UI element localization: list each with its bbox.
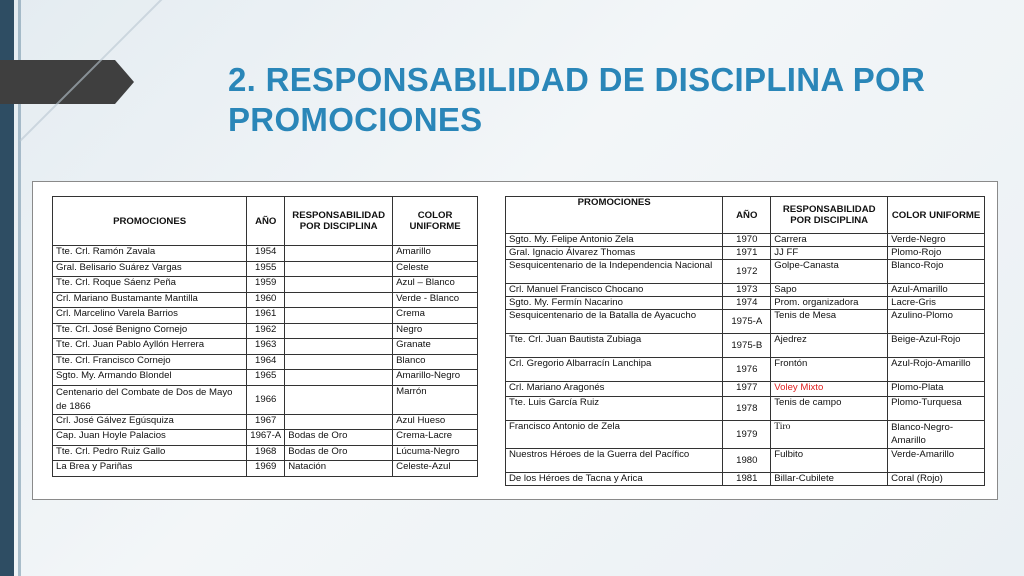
cell-color: Amarillo	[393, 246, 478, 262]
cell-color: Plomo-Turquesa	[888, 397, 985, 421]
cell-ano: 1959	[247, 277, 285, 293]
cell-color: Verde-Negro	[888, 234, 985, 247]
cell-color: Celeste	[393, 261, 478, 277]
cell-ano: 1971	[723, 247, 771, 260]
cell-promocion: Gral. Ignacio Álvarez Thomas	[506, 247, 723, 260]
header-color: COLOR UNIFORME	[888, 197, 985, 234]
cell-disciplina: Sapo	[771, 284, 888, 297]
table-row	[506, 234, 985, 247]
cell-promocion: Tte. Crl. José Benigno Cornejo	[53, 323, 247, 339]
cell-color: Marrón	[393, 385, 478, 414]
cell-disciplina: Natación	[285, 461, 393, 477]
cell-disciplina: Billar-Cubilete	[771, 473, 888, 486]
cell-color: Verde-Amarillo	[888, 449, 985, 473]
cell-promocion: Crl. Marcelino Varela Barrios	[53, 308, 247, 324]
cell-ano: 1969	[247, 461, 285, 477]
arrow-tab-shape	[0, 60, 134, 104]
cell-disciplina	[285, 261, 393, 277]
cell-disciplina	[285, 339, 393, 355]
header-promociones: PROMOCIONES	[53, 197, 247, 246]
table-row	[53, 323, 478, 339]
table-row	[53, 261, 478, 277]
cell-color: Crema-Lacre	[393, 430, 478, 446]
table-row	[506, 473, 985, 486]
table-row	[53, 430, 478, 446]
cell-promocion: Sesquicentenario de la Independencia Nacional	[506, 260, 723, 284]
cell-promocion: Cap. Juan Hoyle Palacios	[53, 430, 247, 446]
cell-disciplina	[285, 308, 393, 324]
table-row	[53, 385, 478, 414]
cell-promocion: Sgto. My. Felipe Antonio Zela	[506, 234, 723, 247]
cell-promocion: La Brea y Pariñas	[53, 461, 247, 477]
cell-ano: 1979	[723, 421, 771, 449]
table-row	[53, 308, 478, 324]
header-ano: AÑO	[723, 197, 771, 234]
cell-color: Plomo-Plata	[888, 382, 985, 397]
cell-disciplina	[285, 414, 393, 430]
cell-ano: 1963	[247, 339, 285, 355]
cell-promocion: Crl. Mariano Aragonés	[506, 382, 723, 397]
table-row	[506, 449, 985, 473]
table-row	[506, 247, 985, 260]
cell-disciplina: Tiro	[771, 421, 888, 449]
cell-promocion: Crl. Manuel Francisco Chocano	[506, 284, 723, 297]
tables-panel	[32, 181, 998, 500]
cell-ano: 1972	[723, 260, 771, 284]
cell-ano: 1974	[723, 297, 771, 310]
cell-ano: 1980	[723, 449, 771, 473]
table-row	[53, 370, 478, 386]
table-row	[53, 445, 478, 461]
cell-color: Azulino-Plomo	[888, 310, 985, 334]
cell-ano: 1978	[723, 397, 771, 421]
cell-ano: 1961	[247, 308, 285, 324]
table-row	[53, 339, 478, 355]
header-color: COLOR UNIFORME	[393, 197, 478, 246]
cell-ano: 1981	[723, 473, 771, 486]
slide-title: 2. RESPONSABILIDAD DE DISCIPLINA POR PROMOCIONES	[228, 61, 926, 138]
header-ano: AÑO	[247, 197, 285, 246]
cell-disciplina	[285, 385, 393, 414]
cell-color: Plomo-Rojo	[888, 247, 985, 260]
cell-color: Negro	[393, 323, 478, 339]
cell-promocion: Crl. Mariano Bustamante Mantilla	[53, 292, 247, 308]
cell-ano: 1977	[723, 382, 771, 397]
cell-promocion: Tte. Crl. Pedro Ruiz Gallo	[53, 445, 247, 461]
cell-color: Blanco	[393, 354, 478, 370]
cell-disciplina	[285, 277, 393, 293]
cell-color: Crema	[393, 308, 478, 324]
cell-ano: 1954	[247, 246, 285, 262]
table-row	[53, 414, 478, 430]
cell-promocion: Tte. Crl. Juan Pablo Ayllón Herrera	[53, 339, 247, 355]
cell-disciplina	[285, 292, 393, 308]
cell-disciplina: Frontón	[771, 358, 888, 382]
table-row	[506, 260, 985, 284]
cell-ano: 1965	[247, 370, 285, 386]
cell-promocion: Sgto. My. Armando Blondel	[53, 370, 247, 386]
cell-disciplina: Tenis de Mesa	[771, 310, 888, 334]
cell-color: Azul-Amarillo	[888, 284, 985, 297]
header-promociones: PROMOCIONES	[506, 197, 723, 234]
cell-ano: 1973	[723, 284, 771, 297]
cell-color: Celeste-Azul	[393, 461, 478, 477]
cell-promocion: Tte. Crl. Roque Sáenz Peña	[53, 277, 247, 293]
table-row	[53, 246, 478, 262]
cell-ano: 1975-B	[723, 334, 771, 358]
table-row	[506, 397, 985, 421]
cell-disciplina: JJ FF	[771, 247, 888, 260]
table-row	[53, 292, 478, 308]
cell-disciplina	[285, 323, 393, 339]
table-header-row	[53, 197, 478, 246]
cell-promocion: De los Héroes de Tacna y Arica	[506, 473, 723, 486]
cell-color: Lúcuma-Negro	[393, 445, 478, 461]
cell-ano: 1975-A	[723, 310, 771, 334]
cell-disciplina: Golpe-Canasta	[771, 260, 888, 284]
cell-ano: 1976	[723, 358, 771, 382]
cell-color: Azul – Blanco	[393, 277, 478, 293]
cell-color: Coral (Rojo)	[888, 473, 985, 486]
cell-color: Azul-Rojo-Amarillo	[888, 358, 985, 382]
table-row	[53, 461, 478, 477]
cell-disciplina	[285, 370, 393, 386]
table-row	[506, 421, 985, 449]
cell-color: Amarillo-Negro	[393, 370, 478, 386]
cell-color: Beige-Azul-Rojo	[888, 334, 985, 358]
cell-promocion: Nuestros Héroes de la Guerra del Pacífico	[506, 449, 723, 473]
promotions-table-left	[52, 196, 478, 477]
cell-promocion: Centenario del Combate de Dos de Mayo de 1866	[53, 385, 247, 414]
table-row	[506, 310, 985, 334]
cell-color: Blanco-Negro-Amarillo	[888, 421, 985, 449]
cell-disciplina: Prom. organizadora	[771, 297, 888, 310]
cell-disciplina: Carrera	[771, 234, 888, 247]
cell-promocion: Crl. José Gálvez Egúsquiza	[53, 414, 247, 430]
cell-disciplina	[285, 246, 393, 262]
cell-ano: 1968	[247, 445, 285, 461]
header-responsabilidad: RESPONSABILIDAD POR DISCIPLINA	[285, 197, 393, 246]
cell-ano: 1966	[247, 385, 285, 414]
cell-promocion: Tte. Crl. Juan Bautista Zubiaga	[506, 334, 723, 358]
cell-disciplina: Fulbito	[771, 449, 888, 473]
cell-promocion: Tte. Crl. Francisco Cornejo	[53, 354, 247, 370]
cell-disciplina: Bodas de Oro	[285, 430, 393, 446]
cell-color: Lacre-Gris	[888, 297, 985, 310]
cell-disciplina: Voley Mixto	[771, 382, 888, 397]
cell-promocion: Sesquicentenario de la Batalla de Ayacucho	[506, 310, 723, 334]
cell-promocion: Francisco Antonio de Zela	[506, 421, 723, 449]
cell-promocion: Gral. Belisario Suárez Vargas	[53, 261, 247, 277]
cell-promocion: Tte. Crl. Ramón Zavala	[53, 246, 247, 262]
cell-ano: 1967-A	[247, 430, 285, 446]
cell-color: Blanco-Rojo	[888, 260, 985, 284]
table-row	[506, 382, 985, 397]
cell-promocion: Tte. Luis García Ruiz	[506, 397, 723, 421]
table-header-row	[506, 197, 985, 234]
cell-ano: 1964	[247, 354, 285, 370]
cell-disciplina	[285, 354, 393, 370]
cell-ano: 1962	[247, 323, 285, 339]
header-responsabilidad: RESPONSABILIDAD POR DISCIPLINA	[771, 197, 888, 234]
table-row	[506, 334, 985, 358]
cell-color: Granate	[393, 339, 478, 355]
cell-ano: 1960	[247, 292, 285, 308]
table-row	[506, 297, 985, 310]
promotions-table-right	[505, 196, 985, 486]
cell-color: Azul Hueso	[393, 414, 478, 430]
cell-ano: 1955	[247, 261, 285, 277]
cell-promocion: Crl. Gregorio Albarracín Lanchipa	[506, 358, 723, 382]
cell-color: Verde - Blanco	[393, 292, 478, 308]
cell-disciplina: Ajedrez	[771, 334, 888, 358]
table-row	[53, 354, 478, 370]
table-row	[53, 277, 478, 293]
cell-ano: 1967	[247, 414, 285, 430]
table-row	[506, 284, 985, 297]
table-row	[506, 358, 985, 382]
cell-disciplina: Bodas de Oro	[285, 445, 393, 461]
cell-ano: 1970	[723, 234, 771, 247]
cell-disciplina: Tenis de campo	[771, 397, 888, 421]
cell-promocion: Sgto. My. Fermín Nacarino	[506, 297, 723, 310]
